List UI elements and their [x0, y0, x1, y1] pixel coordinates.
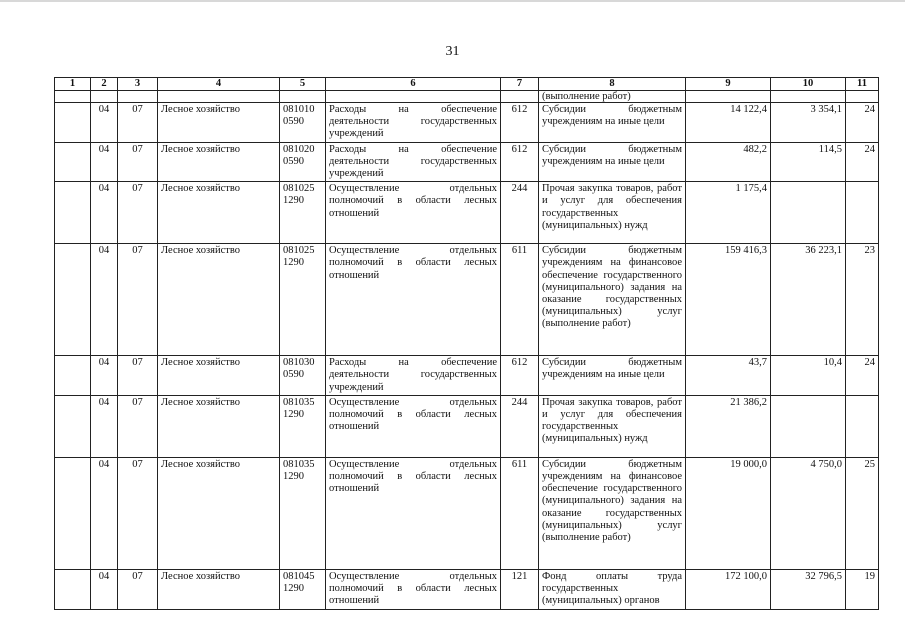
target-article-code: 081035 1290 [280, 457, 326, 569]
col-4-header: 4 [158, 78, 280, 91]
subsection-code: 07 [118, 457, 158, 569]
table-row [55, 182, 879, 244]
percent-col-11 [846, 182, 879, 244]
percent-col-11: 23 [846, 244, 879, 356]
target-article-code: 081045 1290 [280, 569, 326, 609]
target-article-code: 081025 1290 [280, 244, 326, 356]
target-article-code: 081010 0590 [280, 103, 326, 143]
expense-type-code: 611 [501, 244, 539, 356]
expense-type-code: 611 [501, 457, 539, 569]
col-2-header: 2 [91, 78, 118, 91]
target-article-code: 081035 1290 [280, 395, 326, 457]
article-description: Осуществление отдельных полномочий в области лесных отношений [326, 569, 501, 609]
continuation-row [55, 91, 879, 103]
page-number: 31 [445, 44, 460, 59]
col-10-header: 10 [771, 78, 846, 91]
empty-cell [55, 244, 91, 356]
expense-type-name: Субсидии бюджетным учреждениям на финансовое обеспечение государственного (муниципального) задания на оказание государственных (муниципальных) услуг (выполнение работ) [539, 457, 686, 569]
amount-col-9: 14 122,4 [686, 103, 771, 143]
subsection-code: 07 [118, 244, 158, 356]
amount-col-9: 21 386,2 [686, 395, 771, 457]
amount-col-9: 43,7 [686, 356, 771, 396]
empty-cell [55, 182, 91, 244]
expense-type-code: 612 [501, 356, 539, 396]
amount-col-10: 3 354,1 [771, 103, 846, 143]
col-7-header: 7 [501, 78, 539, 91]
top-scan-edge [0, 0, 905, 2]
subsection-code: 07 [118, 395, 158, 457]
article-description: Расходы на обеспечение деятельности государственных учреждений [326, 142, 501, 182]
continuation-text: (выполнение работ) [539, 91, 686, 103]
col-1-header: 1 [55, 78, 91, 91]
percent-col-11: 24 [846, 356, 879, 396]
percent-col-11 [846, 395, 879, 457]
subsection-name: Лесное хозяйство [158, 569, 280, 609]
header-row [55, 78, 879, 91]
amount-col-9: 172 100,0 [686, 569, 771, 609]
empty-cell [55, 569, 91, 609]
subsection-name: Лесное хозяйство [158, 395, 280, 457]
article-description: Осуществление отдельных полномочий в области лесных отношений [326, 395, 501, 457]
section-code: 04 [91, 142, 118, 182]
table-row [55, 142, 879, 182]
subsection-code: 07 [118, 103, 158, 143]
amount-col-10 [771, 395, 846, 457]
subsection-name: Лесное хозяйство [158, 244, 280, 356]
amount-col-9: 1 175,4 [686, 182, 771, 244]
amount-col-10 [771, 182, 846, 244]
col-3-header: 3 [118, 78, 158, 91]
amount-col-10: 32 796,5 [771, 569, 846, 609]
article-description: Расходы на обеспечение деятельности государственных учреждений [326, 103, 501, 143]
empty-cell [55, 395, 91, 457]
amount-col-10: 4 750,0 [771, 457, 846, 569]
article-description: Осуществление отдельных полномочий в области лесных отношений [326, 244, 501, 356]
empty-cell [55, 142, 91, 182]
expense-type-name: Субсидии бюджетным учреждениям на иные цели [539, 142, 686, 182]
target-article-code: 081030 0590 [280, 356, 326, 396]
article-description: Осуществление отдельных полномочий в области лесных отношений [326, 182, 501, 244]
subsection-code: 07 [118, 142, 158, 182]
table-row [55, 569, 879, 609]
percent-col-11: 24 [846, 142, 879, 182]
subsection-code: 07 [118, 569, 158, 609]
subsection-name: Лесное хозяйство [158, 103, 280, 143]
empty-cell [55, 103, 91, 143]
percent-col-11: 19 [846, 569, 879, 609]
expense-type-code: 612 [501, 103, 539, 143]
empty-cell [55, 356, 91, 396]
col-6-header: 6 [326, 78, 501, 91]
section-code: 04 [91, 244, 118, 356]
col-8-header: 8 [539, 78, 686, 91]
expense-type-name: Прочая закупка товаров, работ и услуг для обеспечения государственных (муниципальных) нужд [539, 395, 686, 457]
amount-col-10: 10,4 [771, 356, 846, 396]
amount-col-9: 482,2 [686, 142, 771, 182]
amount-col-10: 114,5 [771, 142, 846, 182]
expense-type-code: 121 [501, 569, 539, 609]
expense-type-name: Субсидии бюджетным учреждениям на иные цели [539, 356, 686, 396]
subsection-name: Лесное хозяйство [158, 142, 280, 182]
percent-col-11: 25 [846, 457, 879, 569]
article-description: Осуществление отдельных полномочий в области лесных отношений [326, 457, 501, 569]
expense-type-name: Субсидии бюджетным учреждениям на иные цели [539, 103, 686, 143]
table-row [55, 457, 879, 569]
amount-col-10: 36 223,1 [771, 244, 846, 356]
section-code: 04 [91, 457, 118, 569]
amount-col-9: 159 416,3 [686, 244, 771, 356]
budget-table [54, 77, 879, 610]
table-row [55, 103, 879, 143]
article-description: Расходы на обеспечение деятельности государственных учреждений [326, 356, 501, 396]
empty-cell [55, 457, 91, 569]
table-row [55, 244, 879, 356]
expense-type-code: 612 [501, 142, 539, 182]
col-11-header: 11 [846, 78, 879, 91]
subsection-code: 07 [118, 182, 158, 244]
table-row [55, 356, 879, 396]
section-code: 04 [91, 569, 118, 609]
percent-col-11: 24 [846, 103, 879, 143]
target-article-code: 081025 1290 [280, 182, 326, 244]
section-code: 04 [91, 395, 118, 457]
section-code: 04 [91, 356, 118, 396]
subsection-name: Лесное хозяйство [158, 356, 280, 396]
expense-type-code: 244 [501, 395, 539, 457]
amount-col-9: 19 000,0 [686, 457, 771, 569]
expense-type-name: Прочая закупка товаров, работ и услуг для обеспечения государственных (муниципальных) нужд [539, 182, 686, 244]
target-article-code: 081020 0590 [280, 142, 326, 182]
subsection-name: Лесное хозяйство [158, 457, 280, 569]
subsection-code: 07 [118, 356, 158, 396]
table-row [55, 395, 879, 457]
section-code: 04 [91, 103, 118, 143]
col-9-header: 9 [686, 78, 771, 91]
col-5-header: 5 [280, 78, 326, 91]
expense-type-name: Субсидии бюджетным учреждениям на финансовое обеспечение государственного (муниципального) задания на оказание государственных (муниципальных) услуг (выполнение работ) [539, 244, 686, 356]
subsection-name: Лесное хозяйство [158, 182, 280, 244]
expense-type-code: 244 [501, 182, 539, 244]
section-code: 04 [91, 182, 118, 244]
expense-type-name: Фонд оплаты труда государственных (муниципальных) органов [539, 569, 686, 609]
